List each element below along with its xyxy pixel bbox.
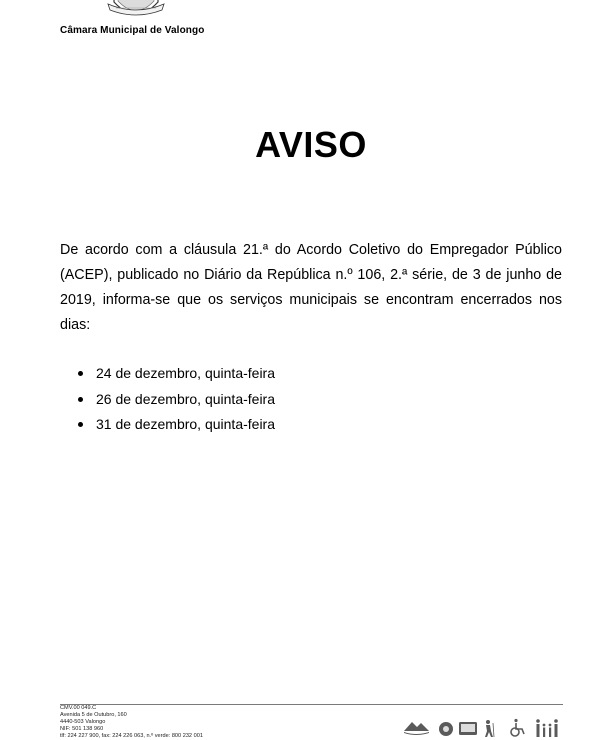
list-item [60, 412, 560, 438]
tablet-icon [459, 722, 477, 735]
notice-paragraph: De acordo com a cláusula 21.ª do Acordo Coletivo do Empregador Público (ACEP), publicado no Diário da República n.º 106, 2.ª série, de 3 de junho de 2019, informa-se que os serviços municipais se encontram encerrados nos dias: [60, 242, 562, 333]
bullet-icon [78, 422, 83, 427]
footer-icon-strip [402, 717, 562, 738]
bullet-icon [78, 397, 83, 402]
mountains-icon [404, 722, 429, 735]
organization-name: Câmara Municipal de Valongo [60, 25, 205, 36]
hiker-icon [485, 720, 494, 737]
document-title: AVISO [255, 124, 367, 165]
footer-contacts [60, 705, 310, 740]
flower-icon [439, 722, 453, 736]
list-item [60, 387, 560, 413]
bullet-icon [78, 371, 83, 376]
closure-day: 31 de dezembro, quinta-feira [96, 416, 275, 432]
document-code: CMV.00 049.C [60, 705, 97, 711]
family-icon [536, 719, 558, 737]
list-item [60, 361, 560, 387]
closure-day: 26 de dezembro, quinta-feira [96, 390, 275, 407]
address-street: Avenida 5 de Outubro, 160 [60, 712, 127, 718]
phone-numbers: tlf: 224 227 900, fax: 224 226 063, n.º verde: 800 232 001 [60, 733, 203, 739]
closure-day: 24 de dezembro, quinta-feira [96, 365, 275, 381]
wheelchair-icon [511, 719, 524, 736]
address-postcode: 4440-503 Valongo [60, 719, 106, 725]
tax-id: NIF: 501 138 960 [60, 726, 104, 732]
closure-days-list [60, 361, 560, 438]
valongo-coat-of-arms-icon [104, 0, 168, 22]
